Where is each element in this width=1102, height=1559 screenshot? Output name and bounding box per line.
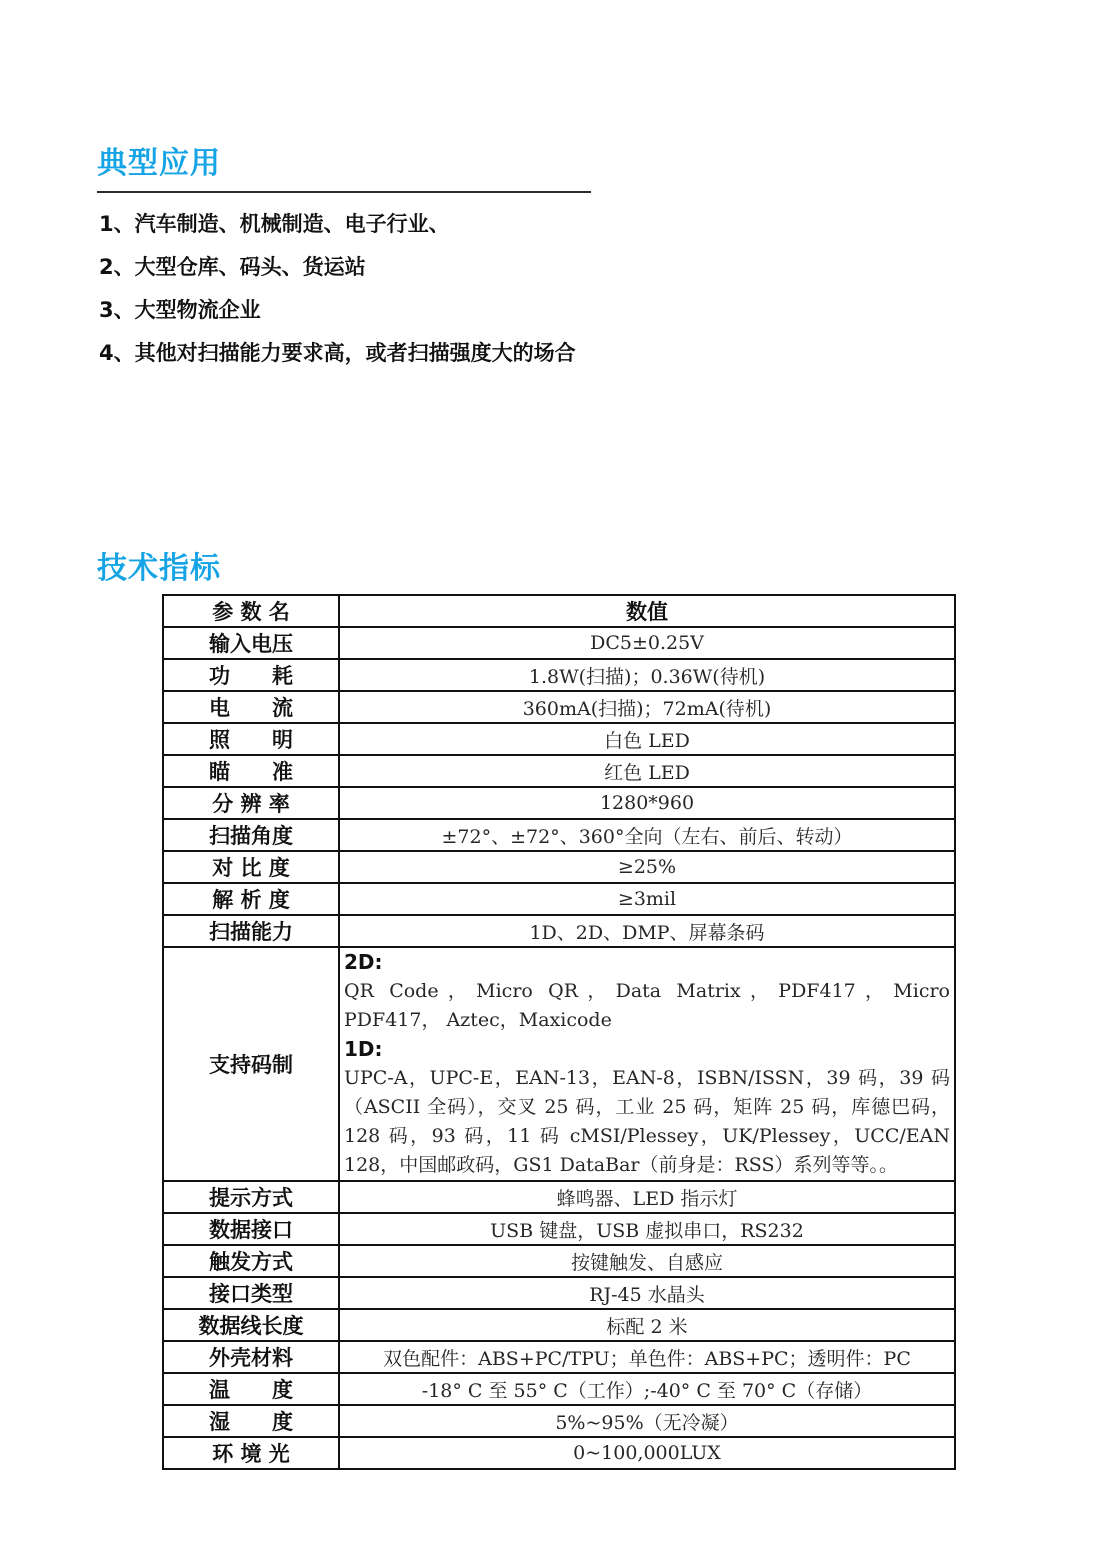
param-name-cell: 输入电压 <box>163 627 339 659</box>
spec-table-row <box>163 691 955 723</box>
param-value-cell: 0~100,000LUX <box>339 1437 955 1469</box>
param-value-cell <box>339 947 955 1181</box>
param-name-cell: 分 辨 率 <box>163 787 339 819</box>
param-name-cell: 湿 度 <box>163 1405 339 1437</box>
param-value-cell: 红色 LED <box>339 755 955 787</box>
title-underline-rule <box>97 191 591 193</box>
application-item-4: 4、其他对扫描能力要求高，或者扫描强度大的场合 <box>99 341 576 365</box>
spec-table-row <box>163 947 955 1181</box>
param-name-cell: 电 流 <box>163 691 339 723</box>
tech-specs-title: 技术指标 <box>97 551 221 586</box>
spec-table-row <box>163 1213 955 1245</box>
param-value-cell: ≥25% <box>339 851 955 883</box>
param-name-cell: 对 比 度 <box>163 851 339 883</box>
spec-table-row <box>163 1277 955 1309</box>
param-value-cell: ≥3mil <box>339 883 955 915</box>
param-name-cell: 数据线长度 <box>163 1309 339 1341</box>
param-name-cell: 功 耗 <box>163 659 339 691</box>
param-name-cell: 外壳材料 <box>163 1341 339 1373</box>
spec-table-row <box>163 915 955 947</box>
param-value-cell: 蜂鸣器、LED 指示灯 <box>339 1181 955 1213</box>
tech-specs-table <box>162 594 956 1470</box>
param-value-cell: 双色配件：ABS+PC/TPU；单色件：ABS+PC；透明件：PC <box>339 1341 955 1373</box>
spec-table-row <box>163 883 955 915</box>
spec-table-row <box>163 1181 955 1213</box>
param-value-cell: ±72°、±72°、360°全向（左右、前后、转动） <box>339 819 955 851</box>
spec-table-row <box>163 1309 955 1341</box>
param-name-cell: 提示方式 <box>163 1181 339 1213</box>
spec-table-row <box>163 659 955 691</box>
code-category-label: 1D: <box>344 1037 383 1061</box>
param-name-cell: 温 度 <box>163 1373 339 1405</box>
spec-table-row <box>163 1405 955 1437</box>
param-value-cell: 标配 2 米 <box>339 1309 955 1341</box>
application-item-2: 2、大型仓库、码头、货运站 <box>99 255 366 279</box>
param-value-cell: RJ-45 水晶头 <box>339 1277 955 1309</box>
spec-table-row <box>163 1341 955 1373</box>
param-value-cell: 按键触发、自感应 <box>339 1245 955 1277</box>
typical-applications-list <box>99 203 999 375</box>
param-name-cell: 接口类型 <box>163 1277 339 1309</box>
param-value-cell: 5%~95%（无冷凝） <box>339 1405 955 1437</box>
spec-table-row <box>163 1245 955 1277</box>
value-header: 数值 <box>339 595 955 627</box>
param-name-cell: 触发方式 <box>163 1245 339 1277</box>
code-list-text: QR Code，Micro QR，Data Matrix，PDF417，Micro PDF417， Aztec，Maxicode <box>344 980 950 1031</box>
spec-table-row <box>163 723 955 755</box>
spec-table-row <box>163 627 955 659</box>
application-item-1: 1、汽车制造、机械制造、电子行业、 <box>99 212 450 236</box>
param-value-cell: 1.8W(扫描)；0.36W(待机) <box>339 659 955 691</box>
param-name-cell: 扫描能力 <box>163 915 339 947</box>
param-name-header: 参 数 名 <box>163 595 339 627</box>
spec-table-row <box>163 819 955 851</box>
typical-applications-title: 典型应用 <box>97 146 221 181</box>
application-item-3: 3、大型物流企业 <box>99 298 261 322</box>
param-value-cell: 1280*960 <box>339 787 955 819</box>
param-name-cell: 解 析 度 <box>163 883 339 915</box>
code-list-text: UPC-A，UPC-E，EAN-13，EAN-8，ISBN/ISSN，39 码，39 码（ASCII 全码），交叉 25 码，工业 25 码，矩阵 25 码，库德巴码，128 码，93 码，11 码 cMSI/Plessey，UK/Plessey，UCC/EAN 128，中国邮政码，GS1 DataBar（前身是：RSS）系列等等。。 <box>344 1067 950 1176</box>
spec-table-row <box>163 1373 955 1405</box>
code-category-label: 2D: <box>344 950 383 974</box>
param-name-cell: 扫描角度 <box>163 819 339 851</box>
param-value-cell: USB 键盘，USB 虚拟串口，RS232 <box>339 1213 955 1245</box>
param-value-cell: DC5±0.25V <box>339 627 955 659</box>
param-name-cell: 数据接口 <box>163 1213 339 1245</box>
param-value-cell: 1D、2D、DMP、屏幕条码 <box>339 915 955 947</box>
param-name-cell: 支持码制 <box>163 947 339 1181</box>
param-name-cell: 环 境 光 <box>163 1437 339 1469</box>
spec-table-row <box>163 851 955 883</box>
param-value-cell: 白色 LED <box>339 723 955 755</box>
param-name-cell: 照 明 <box>163 723 339 755</box>
spec-table-row <box>163 1437 955 1469</box>
param-value-cell: -18° C 至 55° C（工作）;-40° C 至 70° C（存储） <box>339 1373 955 1405</box>
spec-table-row <box>163 755 955 787</box>
table-header-row <box>163 595 955 627</box>
param-name-cell: 瞄 准 <box>163 755 339 787</box>
param-value-cell: 360mA(扫描)；72mA(待机) <box>339 691 955 723</box>
spec-table-row <box>163 787 955 819</box>
